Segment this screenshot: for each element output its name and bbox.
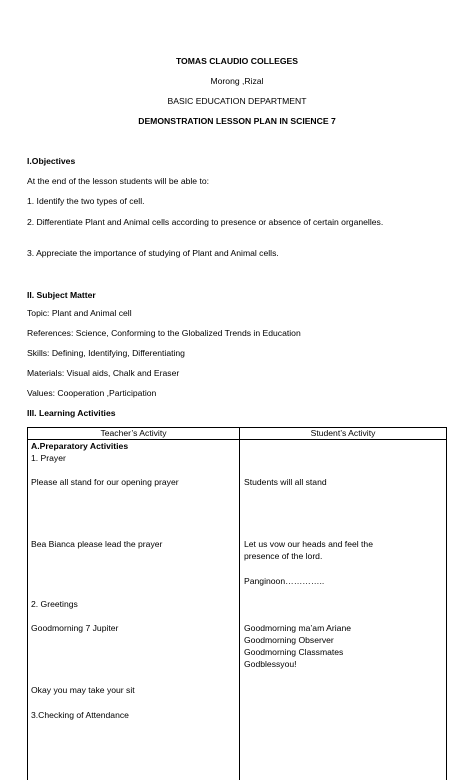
student-line: Let us vow our heads and feel the <box>244 539 373 549</box>
greetings-step: 2. Greetings <box>31 599 78 609</box>
teacher-line: Goodmorning 7 Jupiter <box>31 623 119 633</box>
student-line: Panginoon………….. <box>244 576 325 586</box>
learning-activities-heading: III. Learning Activities <box>27 408 116 418</box>
teacher-activity-cell <box>28 440 240 780</box>
school-location: Morong ,Rizal <box>210 76 264 86</box>
student-line: Goodmorning ma’am Ariane <box>244 623 351 633</box>
objectives-heading: I.Objectives <box>27 156 76 166</box>
objective-item: 3. Appreciate the importance of studying of Plant and Animal cells. <box>27 248 279 258</box>
attendance-step: 3.Checking of Attendance <box>31 710 129 720</box>
preparatory-activities-heading: A.Preparatory Activities <box>31 441 129 451</box>
student-line: Goodmorning Observer <box>244 635 334 645</box>
teacher-line: Please all stand for our opening prayer <box>31 477 179 487</box>
subject-matter-heading: II. Subject Matter <box>27 290 96 300</box>
prayer-step: 1. Prayer <box>31 453 66 463</box>
materials-line: Materials: Visual aids, Chalk and Eraser <box>27 368 180 378</box>
skills-line: Skills: Defining, Identifying, Differentiating <box>27 348 185 358</box>
topic-line: Topic: Plant and Animal cell <box>27 308 132 318</box>
teacher-line: Okay you may take your sit <box>31 685 135 695</box>
references-line: References: Science, Conforming to the Globalized Trends in Education <box>27 328 301 338</box>
student-column-header: Student’s Activity <box>240 428 447 440</box>
student-line: Godblessyou! <box>244 659 297 669</box>
school-name: TOMAS CLAUDIO COLLEGES <box>175 56 299 66</box>
objectives-intro: At the end of the lesson students will be able to: <box>27 176 210 186</box>
values-line: Values: Cooperation ,Participation <box>27 388 157 398</box>
objective-item: 1. Identify the two types of cell. <box>27 196 145 206</box>
student-line: Goodmorning Classmates <box>244 647 344 657</box>
activities-table <box>27 427 447 780</box>
teacher-line: Bea Bianca please lead the prayer <box>31 539 163 549</box>
objective-item: 2. Differentiate Plant and Animal cells according to presence or absence of certain organelles. <box>27 217 384 227</box>
student-line: Students will all stand <box>244 477 327 487</box>
student-line: presence of the lord. <box>244 551 323 561</box>
student-activity-cell <box>240 440 447 780</box>
teacher-column-header: Teacher’s Activity <box>28 428 240 440</box>
department-name: BASIC EDUCATION DEPARTMENT <box>167 96 307 106</box>
plan-title: DEMONSTRATION LESSON PLAN IN SCIENCE 7 <box>138 116 336 126</box>
